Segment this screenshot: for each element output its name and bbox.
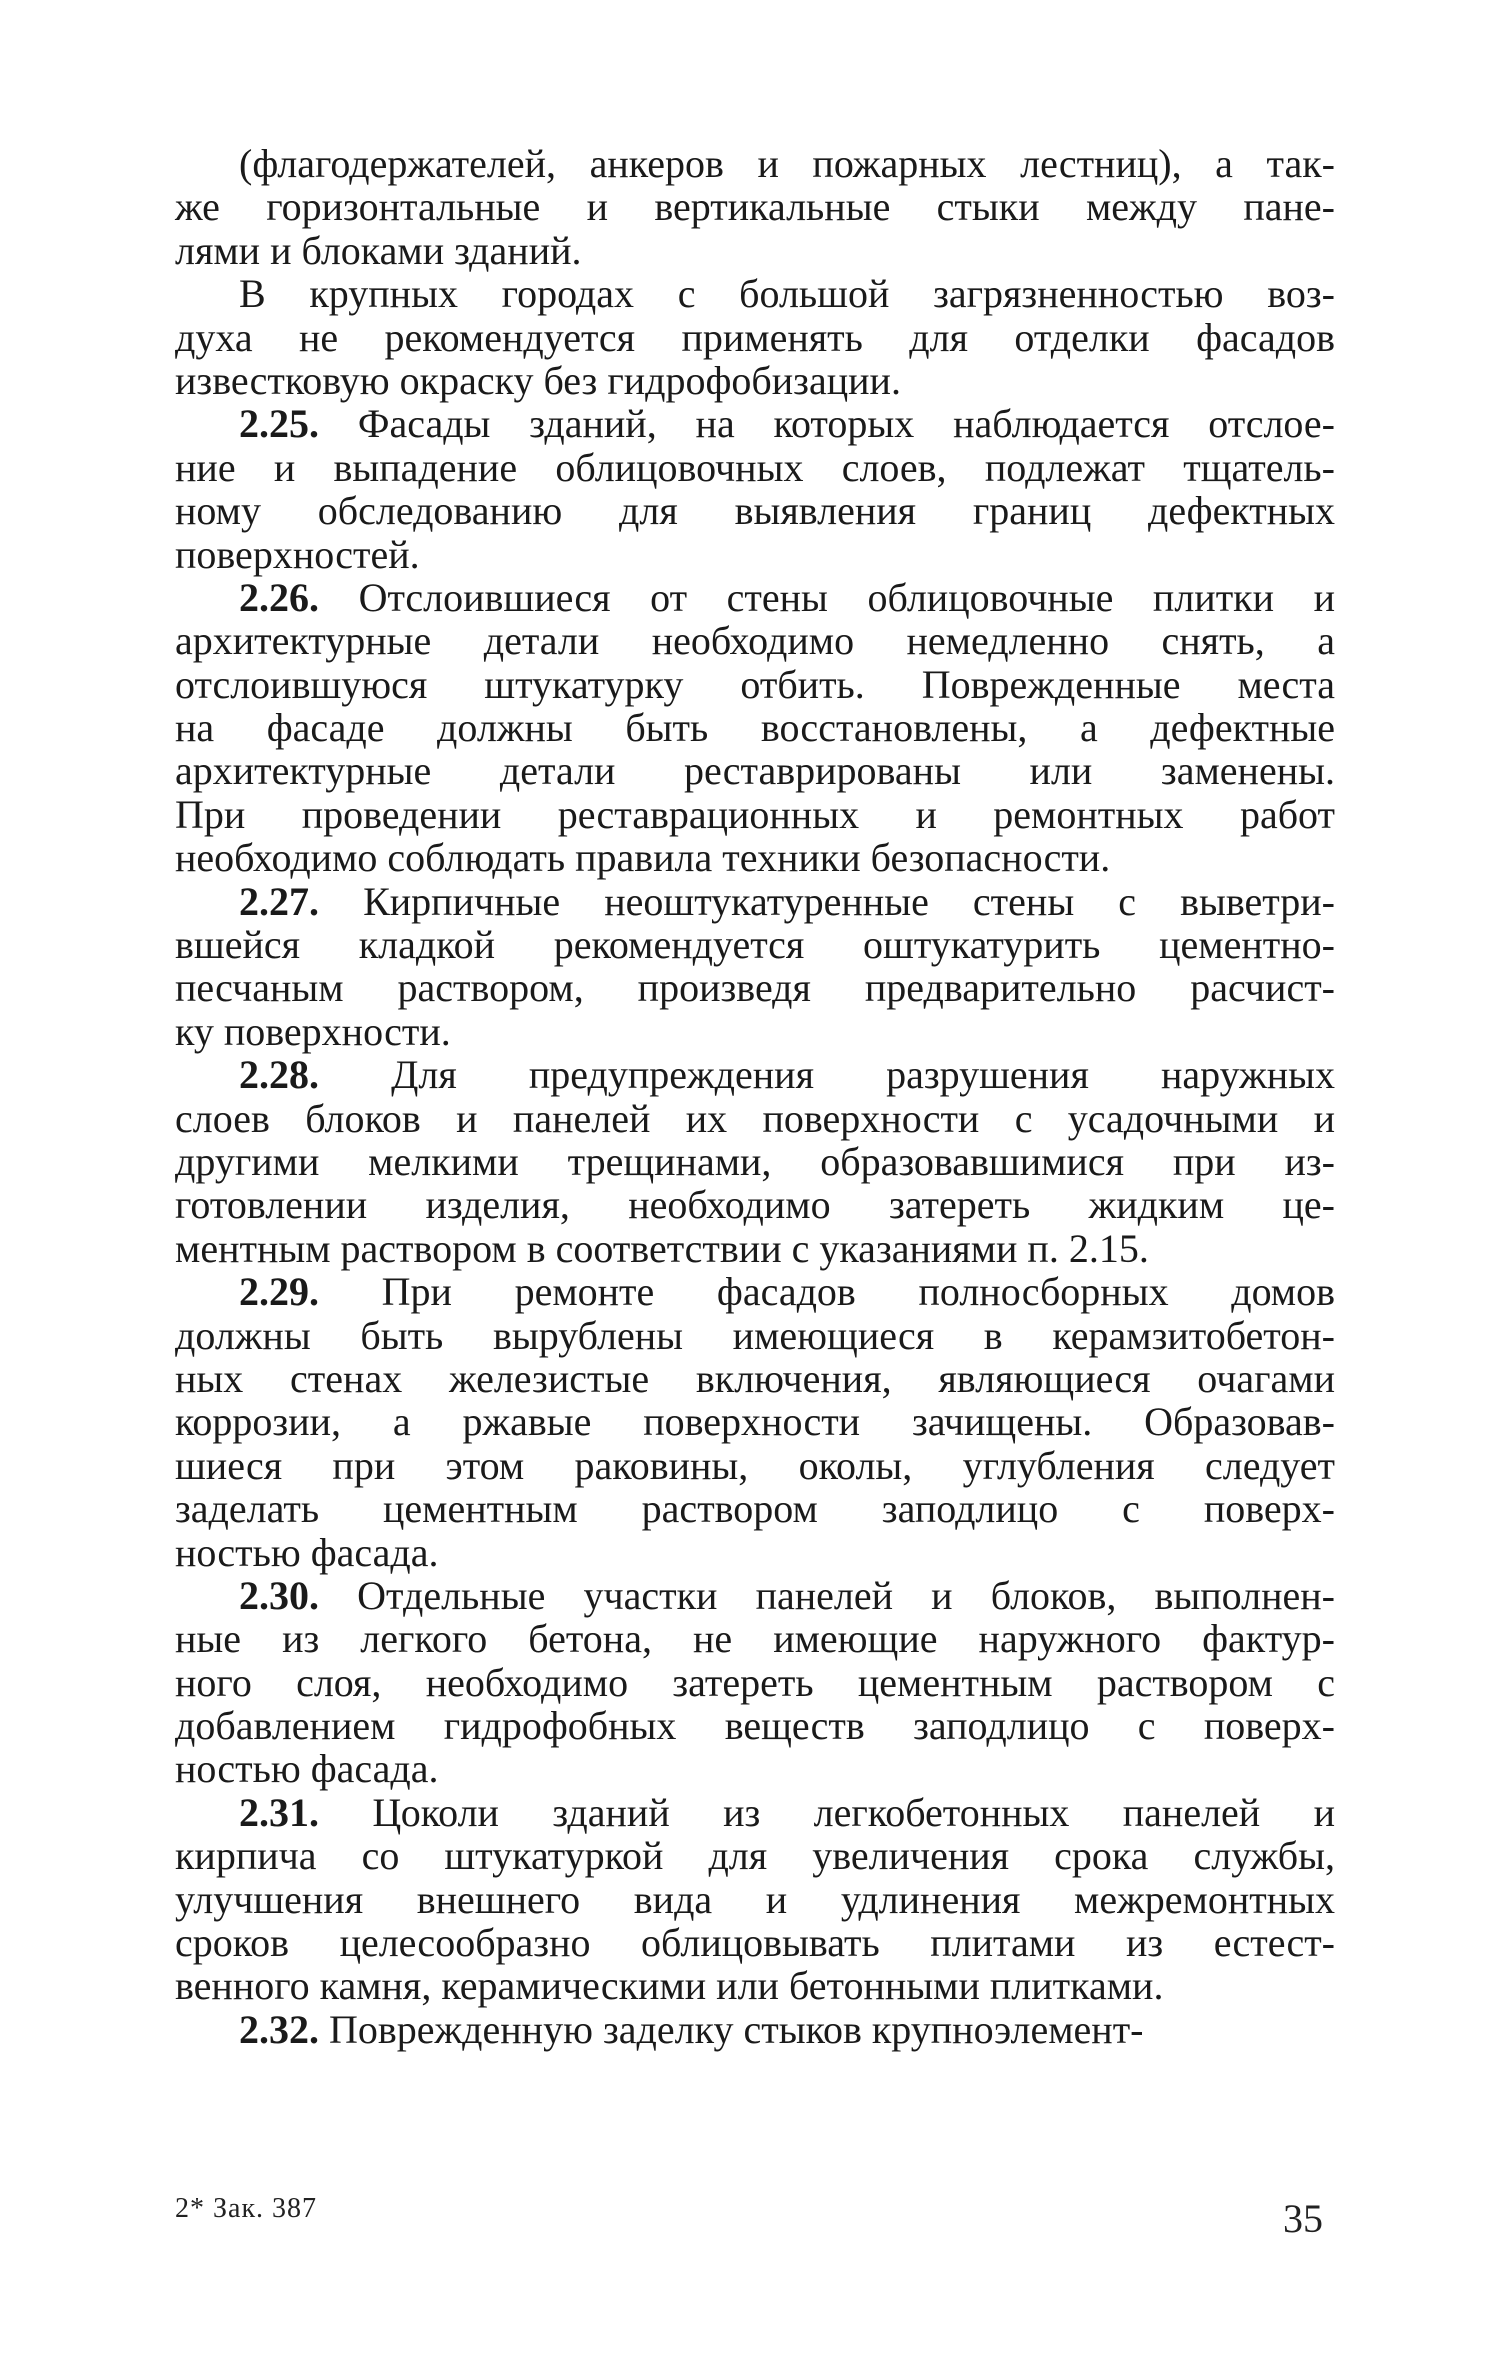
printer-signature: 2* Зак. 387 [175,2193,318,2224]
text-line: ку поверхности. [175,1008,451,1054]
text-line: коррозии, а ржавые поверхности зачищены. Образовав- [175,1399,1335,1445]
text-line: кирпича со штукатуркой для увеличения срока службы, [175,1833,1335,1879]
text-line: сроков целесообразно облицовывать плитами из естест- [175,1920,1335,1966]
text-line: ного слоя, необходимо затереть цементным раствором с [175,1659,1335,1705]
text-line: При проведении реставрационных и ремонтных работ [175,791,1335,837]
text-line [175,402,1335,445]
clause-paragraph [175,1053,1335,1270]
text-line [175,2008,1335,2051]
text-line: отслоившуюся штукатурку отбить. Поврежденные места [175,661,1335,707]
text-line: другими мелкими трещинами, образовавшимися при из- [175,1138,1335,1184]
text-line: шиеся при этом раковины, околы, углубления следует [175,1442,1335,1488]
text-line: известковую окраску без гидрофобизации. [175,357,901,403]
clause-paragraph [175,1270,1335,1574]
clause-paragraph [175,1574,1335,1791]
text-line: же горизонтальные и вертикальные стыки между пане- [175,184,1335,230]
line-text: Поврежденную заделку стыков крупноэлемент- [319,2006,1144,2052]
clause-paragraph [175,576,1335,880]
text-line [175,1791,1335,1834]
text-line: архитектурные детали реставрированы или заменены. [175,748,1335,794]
text-paragraph [175,142,1335,272]
text-line: ностью фасада. [175,1529,439,1575]
clause-paragraph [175,880,1335,1054]
line-text: Для предупреждения разрушения наружных [319,1052,1335,1098]
text-paragraph [175,272,1335,402]
text-line [175,1574,1335,1617]
line-text: Отдельные участки панелей и блоков, выполнен- [319,1572,1335,1618]
clause-number: 2.26. [239,574,319,620]
text-line: поверхностей. [175,531,420,577]
clause-number: 2.25. [239,401,319,447]
clause-number: 2.30. [239,1572,319,1618]
page-text [175,142,1335,2051]
text-line: венного камня, керамическими или бетонными плитками. [175,1963,1164,2009]
text-line: добавлением гидрофобных веществ заподлицо с поверх- [175,1703,1335,1749]
line-text: Кирпичные неоштукатуренные стены с выветри- [319,878,1335,924]
text-line: духа не рекомендуется применять для отделки фасадов [175,314,1335,360]
text-line: готовлении изделия, необходимо затереть жидким це- [175,1182,1335,1228]
text-line: песчаным раствором, произведя предварительно расчист- [175,965,1335,1011]
text-line [175,1270,1335,1313]
text-line: (флагодержателей, анкеров и пожарных лестниц), а так- [239,141,1335,186]
text-line: на фасаде должны быть восстановлены, а дефектные [175,705,1335,751]
clause-number: 2.27. [239,878,319,924]
text-line: улучшения внешнего вида и удлинения межремонтных [175,1876,1335,1922]
clause-number: 2.31. [239,1789,319,1835]
text-line: В крупных городах с большой загрязненностью воз- [239,271,1335,317]
text-line: ментным раствором в соответствии с указаниями п. 2.15. [175,1225,1149,1271]
text-line: ных стенах железистые включения, являющиеся очагами [175,1355,1335,1401]
line-text: Цоколи зданий из легкобетонных панелей и [319,1789,1335,1835]
text-line: необходимо соблюдать правила техники безопасности. [175,835,1111,881]
clause-number: 2.32. [239,2006,319,2052]
text-line: ные из легкого бетона, не имеющие наружного фактур- [175,1616,1335,1662]
text-line: архитектурные детали необходимо немедленно снять, а [175,618,1335,664]
clause-paragraph [175,2008,1335,2051]
page-number: 35 [1283,2196,1323,2241]
clause-paragraph [175,1791,1335,2008]
text-line: ному обследованию для выявления границ дефектных [175,488,1335,534]
line-text: При ремонте фасадов полносборных домов [319,1269,1335,1315]
text-line: ностью фасада. [175,1746,439,1792]
text-line: ние и выпадение облицовочных слоев, подлежат тщатель- [175,444,1335,490]
line-text: Фасады зданий, на которых наблюдается отслое- [319,401,1335,447]
clause-paragraph [175,402,1335,576]
clause-number: 2.29. [239,1269,319,1315]
line-text: Отслоившиеся от стены облицовочные плитки и [319,574,1335,620]
text-line: слоев блоков и панелей их поверхности с усадочными и [175,1095,1335,1141]
text-line [175,880,1335,923]
text-line [175,1053,1335,1096]
text-line: заделать цементным раствором заподлицо с поверх- [175,1486,1335,1532]
clause-number: 2.28. [239,1052,319,1098]
text-line: лями и блоками зданий. [175,227,582,273]
text-line [175,576,1335,619]
text-line: вшейся кладкой рекомендуется оштукатурить цементно- [175,922,1335,968]
text-line: должны быть вырублены имеющиеся в керамзитобетон- [175,1312,1335,1358]
